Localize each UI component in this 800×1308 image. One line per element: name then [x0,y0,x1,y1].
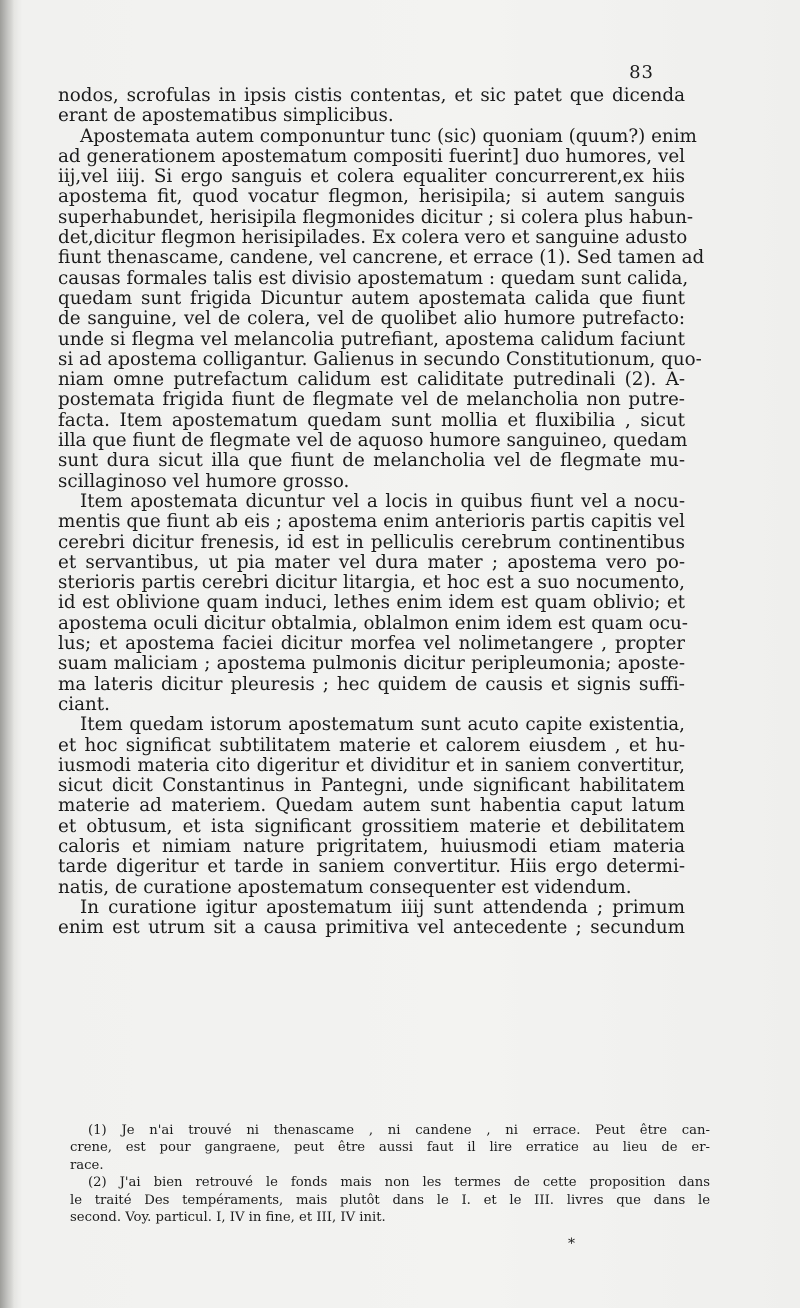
text-line: Item quedam istorum apostematum sunt acuto capite existentia, [80,714,685,736]
text-line: et servantibus, ut pia mater vel dura mater ; apostema vero po- [58,551,685,573]
text-line: apostema oculi dicitur obtalmia, oblalmon enim idem est quam ocu- [58,612,688,634]
footnote-line: second. Voy. particul. I, IV in fine, et III, IV init. [70,1210,386,1226]
footnote-line: race. [70,1157,104,1173]
text-line: nodos, scrofulas in ipsis cistis contentas, et sic patet que dicenda [58,85,685,106]
signature-mark: * [568,1236,575,1252]
text-line: det,dicitur flegmon herisipilades. Ex colera vero et sanguine adusto [58,227,688,249]
text-line: mentis que fiunt ab eis ; apostema enim anterioris partis capitis vel [58,511,685,533]
text-line: sterioris partis cerebri dicitur litargia, et hoc est a suo nocumento, [58,572,685,594]
text-line: ad generationem apostematum compositi fuerint] duo humores, vel [58,145,685,167]
text-line: quedam sunt frigida Dicuntur autem apostemata calida que fiunt [58,287,685,309]
text-line: sicut dicit Constantinus in Pantegni, unde significant habilitatem [58,775,685,797]
footnote-line: (2) J'ai bien retrouvé le fonds mais non les termes de cette proposition dans [88,1175,710,1191]
text-line: iij,vel iiij. Si ergo sanguis et colera equaliter concurrerent,ex hiis [58,166,685,188]
text-line: de sanguine, vel de colera, vel de quolibet alio humore putrefacto: [58,308,685,330]
text-line: postemata frigida fiunt de flegmate vel de melancholia non putre- [58,389,685,411]
text-line: causas formales talis est divisio apostematum : quedam sunt calida, [58,267,689,289]
text-line: scillaginoso vel humore grosso. [58,470,350,492]
text-line: et obtusum, et ista significant grossitiem materie et debilitatem [58,815,685,837]
footnote-line: crene, est pour gangraene, peut être aussi faut il lire erratice au lieu de er- [70,1140,710,1156]
text-line: niam omne putrefactum calidum est caliditate putredinali (2). A- [58,369,685,391]
footnotes [70,1122,710,1226]
text-line: unde si flegma vel melancolia putrefiant, apostema calidum faciunt [58,328,685,350]
text-line: apostema fit, quod vocatur flegmon, herisipila; si autem sanguis [58,186,685,208]
text-line: superhabundet, herisipila flegmonides dicitur ; si colera plus habun- [58,206,694,228]
text-line: lus; et apostema faciei dicitur morfea vel nolimetangere , propter [58,633,685,655]
text-line: cerebri dicitur frenesis, id est in pelliculis cerebrum continentibus [58,531,685,553]
text-line: enim est utrum sit a causa primitiva vel antecedente ; secundum [58,917,685,939]
text-line: Apostemata autem componuntur tunc (sic) quoniam (quum?) enim [80,125,697,147]
text-line: erant de apostematibus simplicibus. [58,105,394,127]
text-line: et hoc significat subtilitatem materie et calorem eiusdem , et hu- [58,734,685,756]
binding-shadow [0,0,14,1308]
text-line: sunt dura sicut illa que fiunt de melancholia vel de flegmate mu- [58,450,685,472]
text-line: caloris et nimiam nature prigritatem, huiusmodi etiam materia [58,835,685,857]
text-line: tarde digeritur et tarde in saniem convertitur. Hiis ergo determi- [58,856,685,878]
text-line: id est oblivione quam induci, lethes enim idem est quam oblivio; et [58,592,685,614]
text-line: facta. Item apostematum quedam sunt mollia et fluxibilia , sicut [58,409,685,431]
text-line: materie ad materiem. Quedam autem sunt habentia caput latum [58,795,685,817]
text-line: ciant. [58,693,110,715]
text-line: Item apostemata dicuntur vel a locis in quibus fiunt vel a nocu- [80,490,685,512]
text-line: illa que fiunt de flegmate vel de aquoso humore sanguineo, quedam [58,430,688,452]
text-line: si ad apostema colligantur. Galienus in secundo Constitutionum, quo- [58,348,702,370]
text-line: iusmodi materia cito digeritur et dividitur et in saniem convertitur, [58,754,685,776]
text-line: suam maliciam ; apostema pulmonis dicitur peripleumonia; aposte- [58,653,685,675]
footnote-line: (1) Je n'ai trouvé ni thenascame , ni candene , ni errace. Peut être can- [88,1123,710,1138]
text-line: In curatione igitur apostematum iiij sunt attendenda ; primum [80,896,685,918]
text-line: natis, de curatione apostematum consequenter est videndum. [58,876,632,898]
text-line: ma lateris dicitur pleuresis ; hec quidem de causis et signis suffi- [58,673,685,695]
footnote-line: le traité Des tempéraments, mais plutôt dans le I. et le III. livres que dans le [70,1192,710,1208]
text-line: fiunt thenascame, candene, vel cancrene, et errace (1). Sed tamen ad [58,247,705,269]
page-number: 83 [629,62,654,83]
main-text [58,85,705,939]
